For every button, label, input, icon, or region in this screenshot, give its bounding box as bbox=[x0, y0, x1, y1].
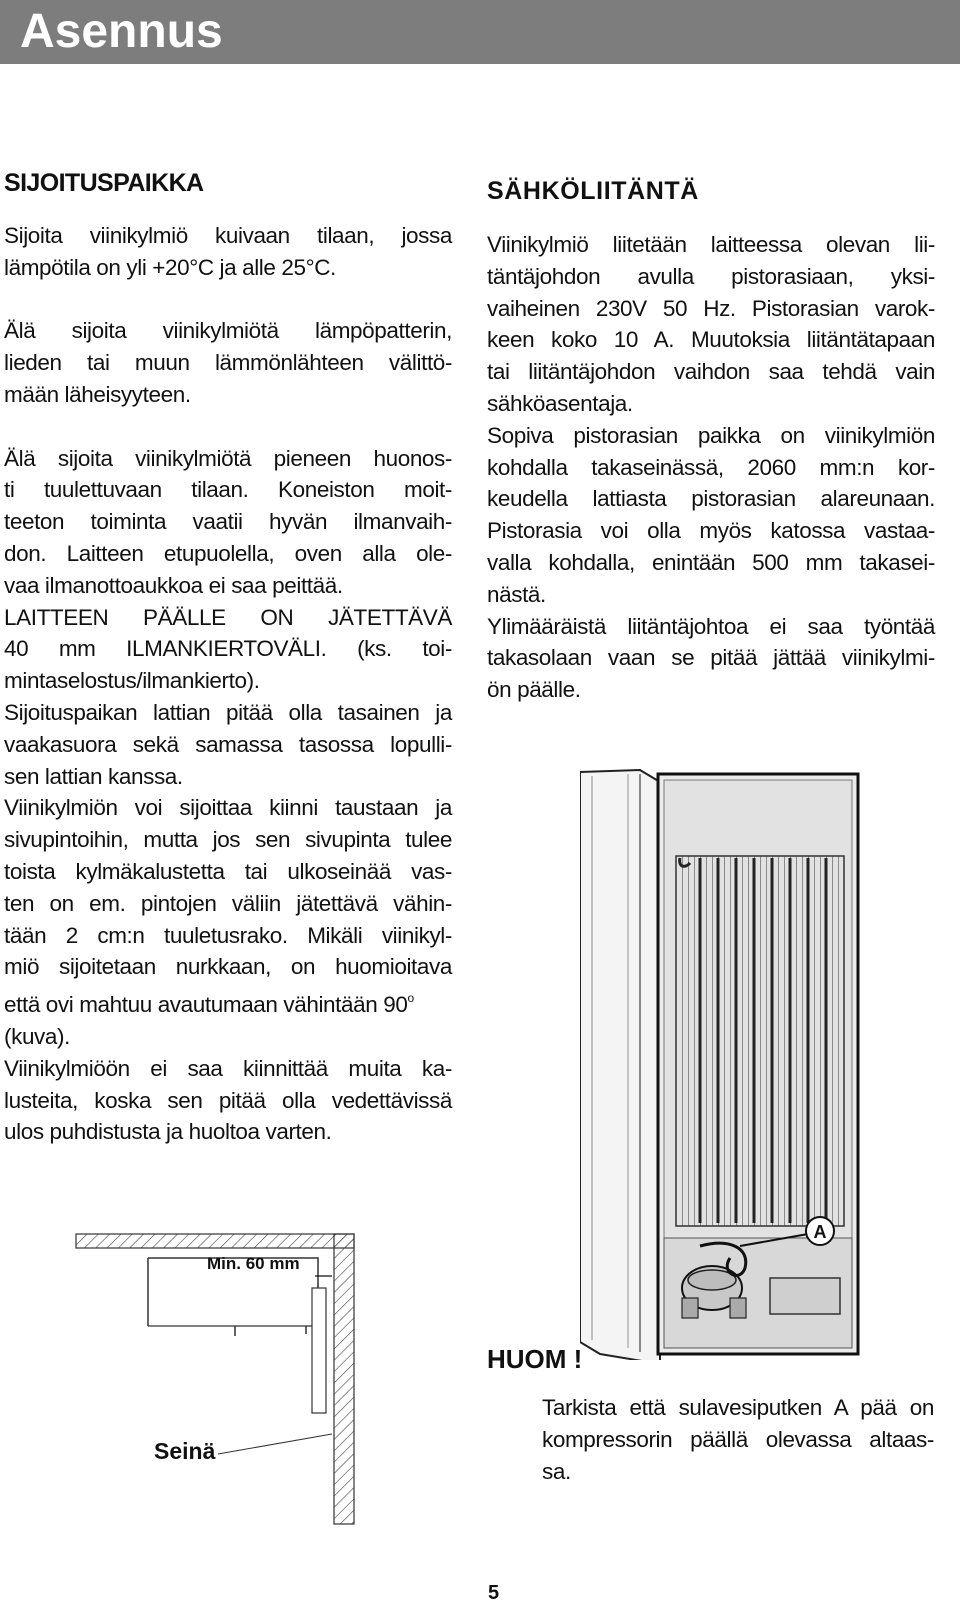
text-line: Sopiva pistorasian paikka on viinikylmiön bbox=[487, 422, 935, 448]
text-line: sivupintoihin, mutta jos sen sivupinta tulee bbox=[4, 827, 452, 853]
side-wall bbox=[334, 1234, 354, 1524]
marker-a-label: A bbox=[813, 1222, 827, 1242]
text-line: mintaselostus/ilmankierto). bbox=[4, 668, 260, 694]
text-line: nästä. bbox=[487, 581, 546, 607]
text-line: toista kylmäkalustetta tai ulkoseinää vas- bbox=[4, 858, 452, 884]
text-line: (kuva). bbox=[4, 1023, 70, 1049]
text-line: takasolaan vaan se pitää jättää viinikylmi- bbox=[487, 645, 935, 671]
text-line: LAITTEEN PÄÄLLE ON JÄTETTÄVÄ bbox=[4, 604, 452, 630]
electrical-text bbox=[487, 229, 935, 706]
text-line: Viinikylmiön voi sijoittaa kiinni taustaan ja bbox=[4, 795, 452, 821]
text-line: tai liitäntäjohdon vaihdon saa tehdä vain bbox=[487, 359, 935, 385]
text-line: ten on em. pintojen väliin jätettävä vähin- bbox=[4, 890, 452, 916]
text-line: miö sijoitetaan nurkkaan, on huomioitava bbox=[4, 954, 452, 980]
page-title: Asennus bbox=[20, 5, 223, 58]
note-text bbox=[542, 1392, 934, 1487]
page-number: 5 bbox=[488, 1582, 500, 1604]
text-line: täntäjohdon avulla pistorasiaan, yksi- bbox=[487, 263, 935, 289]
text-line: mään läheisyyteen. bbox=[4, 381, 191, 407]
blank-line bbox=[4, 284, 452, 316]
text-line: ulos puhdistusta ja huoltoa varten. bbox=[4, 1119, 332, 1145]
min-distance-label: Min. 60 mm bbox=[207, 1254, 300, 1273]
note-heading: HUOM ! bbox=[487, 1344, 583, 1374]
heading-placement: SIJOITUSPAIKKA bbox=[4, 169, 204, 197]
text-line: Viinikylmiöön ei saa kiinnittää muita ka- bbox=[4, 1055, 452, 1081]
text-line: Ylimääräistä liitäntäjohtoa ei saa työntää bbox=[487, 613, 935, 639]
text-line: kompressorin päällä olevassa altaas- bbox=[542, 1426, 934, 1452]
text-line: Pistorasia voi olla myös katossa vastaa- bbox=[487, 518, 935, 544]
text-line: teeton toiminta vaatii hyvän ilmanvaih- bbox=[4, 509, 452, 535]
text-line: sen lattian kanssa. bbox=[4, 763, 183, 789]
fridge-back-figure bbox=[580, 768, 860, 1360]
text-line: vaiheinen 230V 50 Hz. Pistorasian varok- bbox=[487, 295, 935, 321]
text-line: keudella lattiasta pistorasian alareunaan. bbox=[487, 486, 935, 512]
text-line bbox=[4, 983, 452, 1021]
text-line: vaa ilmanottoaukkoa ei saa peittää. bbox=[4, 572, 343, 598]
corner-figure bbox=[70, 1228, 370, 1528]
text-line: Sijoituspaikan lattian pitää olla tasainen ja bbox=[4, 699, 452, 725]
header-bar bbox=[0, 0, 960, 64]
text-line: lieden tai muun lämmönlähteen välittö- bbox=[4, 350, 452, 376]
text-line: Tarkista että sulavesiputken A pää on bbox=[542, 1395, 934, 1420]
wall-label: Seinä bbox=[154, 1438, 216, 1464]
top-wall bbox=[76, 1234, 354, 1248]
text-line: Älä sijoita viinikylmiötä pieneen huonos- bbox=[4, 445, 452, 471]
text-line: Älä sijoita viinikylmiötä lämpöpatterin, bbox=[4, 318, 452, 344]
text-line: kohdalla takaseinässä, 2060 mm:n kor- bbox=[487, 454, 935, 480]
text-line: valla kohdalla, enintään 500 mm takasei- bbox=[487, 549, 935, 575]
blank-line bbox=[4, 411, 452, 443]
text-line: tään 2 cm:n tuuletusrako. Mikäli viinikyl- bbox=[4, 922, 452, 948]
text-line: ti tuulettuvaan tilaan. Koneiston moit- bbox=[4, 477, 452, 503]
text-line: sähköasentaja. bbox=[487, 390, 633, 416]
text-line: don. Laitteen etupuolella, oven alla ole- bbox=[4, 540, 452, 566]
heading-electrical: SÄHKÖLIITÄNTÄ bbox=[487, 177, 699, 205]
text-line: vaakasuora sekä samassa tasossa lopulli- bbox=[4, 731, 452, 757]
text-line: Viinikylmiö liitetään laitteessa olevan lii- bbox=[487, 232, 935, 257]
degree-superscript: o bbox=[407, 991, 414, 1006]
text-line: sa. bbox=[542, 1458, 571, 1484]
text-line: ön päälle. bbox=[487, 677, 581, 703]
text-line: Sijoita viinikylmiö kuivaan tilaan, jossa bbox=[4, 223, 452, 248]
text-line: lämpötila on yli +20°C ja alle 25°C. bbox=[4, 254, 336, 280]
text-line: keen koko 10 A. Muutoksia liitäntätapaan bbox=[487, 327, 935, 353]
text-line-main: että ovi mahtuu avautumaan vähintään 90 bbox=[4, 992, 408, 1018]
text-line: lusteita, koska sen pitää olla vedettävissä bbox=[4, 1087, 452, 1113]
placement-text bbox=[4, 220, 452, 1148]
text-line: 40 mm ILMANKIERTOVÄLI. (ks. toi- bbox=[4, 636, 452, 662]
fridge-back-illustration bbox=[580, 768, 860, 1360]
